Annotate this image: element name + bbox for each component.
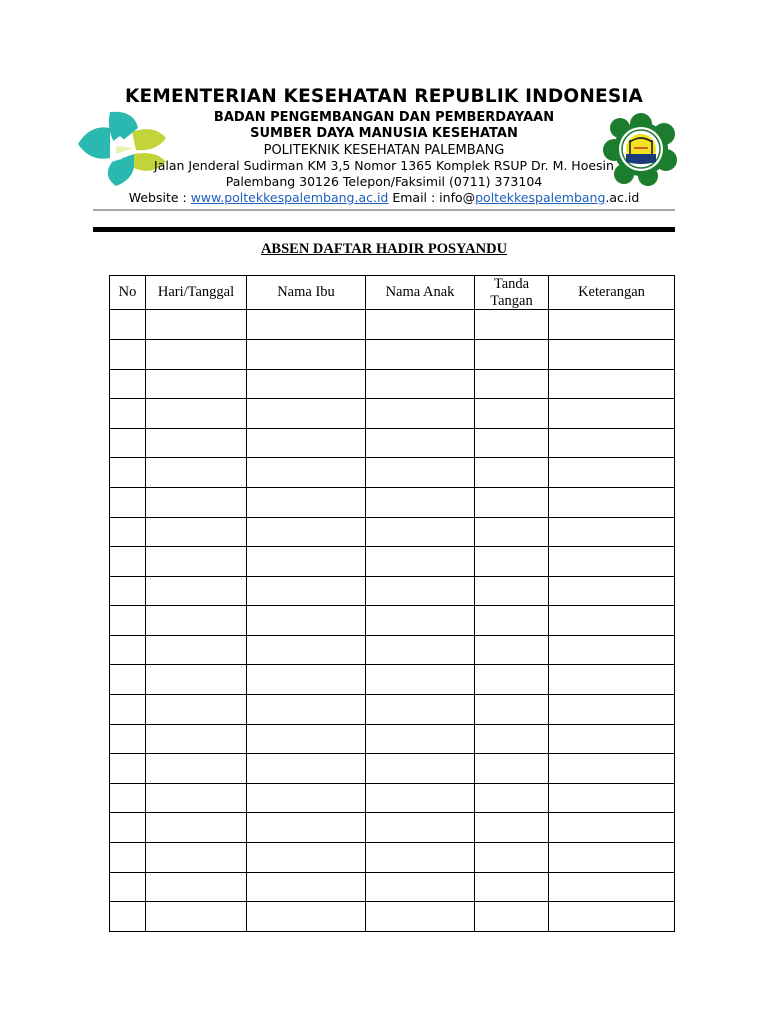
- cell-date: [146, 783, 247, 813]
- cell-date: [146, 635, 247, 665]
- cell-mother-name: [247, 369, 366, 399]
- cell-signature: [475, 724, 549, 754]
- cell-signature: [475, 310, 549, 340]
- contact-line: [0, 192, 768, 205]
- cell-date: [146, 813, 247, 843]
- email-domain-link[interactable]: poltekkespalembang: [475, 190, 606, 205]
- cell-no: [110, 576, 146, 606]
- signature-header-line2: Tangan: [490, 292, 533, 309]
- institution-name: POLITEKNIK KESEHATAN PALEMBANG: [263, 143, 505, 158]
- cell-child-name: [366, 399, 475, 429]
- cell-signature: [475, 547, 549, 577]
- cell-mother-name: [247, 339, 366, 369]
- cell-notes: [549, 487, 675, 517]
- table-row: [110, 310, 675, 340]
- cell-date: [146, 339, 247, 369]
- address-line1: Jalan Jenderal Sudirman KM 3,5 Nomor 1365 Komplek RSUP Dr. M. Hoesin: [154, 158, 614, 173]
- cell-signature: [475, 428, 549, 458]
- cell-no: [110, 458, 146, 488]
- cell-child-name: [366, 310, 475, 340]
- address-line2: Palembang 30126 Telepon/Faksimil (0711) 373104: [225, 174, 543, 189]
- cell-signature: [475, 695, 549, 725]
- cell-date: [146, 458, 247, 488]
- cell-notes: [549, 458, 675, 488]
- cell-signature: [475, 606, 549, 636]
- table-row: [110, 399, 675, 429]
- signature-header-line1: Tanda: [493, 276, 530, 292]
- cell-no: [110, 872, 146, 902]
- cell-signature: [475, 665, 549, 695]
- cell-no: [110, 724, 146, 754]
- cell-child-name: [366, 754, 475, 784]
- cell-mother-name: [247, 606, 366, 636]
- table-row: [110, 754, 675, 784]
- cell-child-name: [366, 872, 475, 902]
- cell-signature: [475, 872, 549, 902]
- table-row: [110, 635, 675, 665]
- cell-signature: [475, 783, 549, 813]
- cell-no: [110, 606, 146, 636]
- cell-no: [110, 813, 146, 843]
- cell-mother-name: [247, 487, 366, 517]
- cell-no: [110, 547, 146, 577]
- cell-mother-name: [247, 428, 366, 458]
- cell-notes: [549, 872, 675, 902]
- cell-date: [146, 369, 247, 399]
- cell-mother-name: [247, 843, 366, 873]
- cell-child-name: [366, 813, 475, 843]
- agency-name-line2: SUMBER DAYA MANUSIA KESEHATAN: [250, 126, 518, 141]
- cell-mother-name: [247, 902, 366, 932]
- cell-no: [110, 428, 146, 458]
- cell-signature: [475, 813, 549, 843]
- cell-notes: [549, 843, 675, 873]
- cell-notes: [549, 813, 675, 843]
- cell-date: [146, 665, 247, 695]
- table-row: [110, 428, 675, 458]
- cell-notes: [549, 635, 675, 665]
- table-row: [110, 458, 675, 488]
- cell-notes: [549, 576, 675, 606]
- cell-child-name: [366, 369, 475, 399]
- website-label: Website :: [128, 190, 191, 205]
- table-row: [110, 547, 675, 577]
- cell-signature: [475, 517, 549, 547]
- attendance-table: [109, 275, 675, 932]
- cell-notes: [549, 754, 675, 784]
- cell-date: [146, 872, 247, 902]
- cell-date: [146, 695, 247, 725]
- cell-mother-name: [247, 547, 366, 577]
- website-link[interactable]: www.poltekkespalembang.ac.id: [190, 190, 389, 205]
- cell-signature: [475, 576, 549, 606]
- cell-mother-name: [247, 399, 366, 429]
- table-row: [110, 813, 675, 843]
- cell-notes: [549, 695, 675, 725]
- column-header-no: No: [110, 276, 146, 310]
- cell-date: [146, 428, 247, 458]
- cell-date: [146, 843, 247, 873]
- cell-mother-name: [247, 517, 366, 547]
- table-row: [110, 487, 675, 517]
- column-header-mother-name: Nama Ibu: [247, 276, 366, 310]
- cell-mother-name: [247, 754, 366, 784]
- cell-child-name: [366, 695, 475, 725]
- table-row: [110, 843, 675, 873]
- cell-signature: [475, 399, 549, 429]
- cell-child-name: [366, 606, 475, 636]
- cell-no: [110, 902, 146, 932]
- cell-mother-name: [247, 665, 366, 695]
- cell-notes: [549, 902, 675, 932]
- header-divider-thin: [93, 209, 675, 211]
- agency-name-line1: BADAN PENGEMBANGAN DAN PEMBERDAYAAN: [213, 110, 555, 125]
- cell-notes: [549, 399, 675, 429]
- email-suffix: .ac.id: [605, 190, 640, 205]
- cell-signature: [475, 487, 549, 517]
- cell-child-name: [366, 665, 475, 695]
- table-row: [110, 902, 675, 932]
- cell-notes: [549, 724, 675, 754]
- cell-no: [110, 517, 146, 547]
- cell-child-name: [366, 428, 475, 458]
- cell-mother-name: [247, 872, 366, 902]
- cell-no: [110, 399, 146, 429]
- cell-signature: [475, 339, 549, 369]
- cell-no: [110, 310, 146, 340]
- letterhead: [0, 0, 768, 215]
- cell-child-name: [366, 547, 475, 577]
- cell-date: [146, 547, 247, 577]
- ministry-name: KEMENTERIAN KESEHATAN REPUBLIK INDONESIA: [125, 86, 643, 107]
- cell-date: [146, 399, 247, 429]
- cell-notes: [549, 369, 675, 399]
- cell-date: [146, 754, 247, 784]
- table-header-row: [110, 276, 675, 310]
- cell-notes: [549, 310, 675, 340]
- table-row: [110, 665, 675, 695]
- document-title: ABSEN DAFTAR HADIR POSYANDU: [260, 241, 508, 257]
- table-row: [110, 872, 675, 902]
- cell-mother-name: [247, 310, 366, 340]
- cell-signature: [475, 635, 549, 665]
- column-header-date: Hari/Tanggal: [146, 276, 247, 310]
- table-body: [110, 310, 675, 931]
- cell-child-name: [366, 517, 475, 547]
- cell-child-name: [366, 843, 475, 873]
- cell-mother-name: [247, 695, 366, 725]
- cell-signature: [475, 369, 549, 399]
- cell-no: [110, 754, 146, 784]
- cell-date: [146, 902, 247, 932]
- cell-mother-name: [247, 783, 366, 813]
- cell-date: [146, 487, 247, 517]
- cell-notes: [549, 783, 675, 813]
- cell-signature: [475, 754, 549, 784]
- cell-signature: [475, 458, 549, 488]
- column-header-signature: [475, 276, 549, 310]
- cell-date: [146, 576, 247, 606]
- cell-notes: [549, 428, 675, 458]
- cell-child-name: [366, 902, 475, 932]
- cell-mother-name: [247, 813, 366, 843]
- cell-child-name: [366, 339, 475, 369]
- table-row: [110, 517, 675, 547]
- table-row: [110, 695, 675, 725]
- cell-child-name: [366, 724, 475, 754]
- cell-notes: [549, 606, 675, 636]
- cell-no: [110, 635, 146, 665]
- table-row: [110, 724, 675, 754]
- cell-date: [146, 724, 247, 754]
- table-row: [110, 783, 675, 813]
- cell-date: [146, 310, 247, 340]
- cell-no: [110, 843, 146, 873]
- cell-no: [110, 339, 146, 369]
- cell-mother-name: [247, 635, 366, 665]
- cell-child-name: [366, 576, 475, 606]
- cell-no: [110, 665, 146, 695]
- cell-date: [146, 517, 247, 547]
- cell-child-name: [366, 487, 475, 517]
- table-row: [110, 606, 675, 636]
- table-row: [110, 339, 675, 369]
- cell-notes: [549, 517, 675, 547]
- table-row: [110, 576, 675, 606]
- cell-signature: [475, 902, 549, 932]
- header-divider-thick: [93, 227, 675, 232]
- cell-date: [146, 606, 247, 636]
- column-header-notes: Keterangan: [549, 276, 675, 310]
- cell-mother-name: [247, 576, 366, 606]
- cell-signature: [475, 843, 549, 873]
- cell-mother-name: [247, 724, 366, 754]
- table-row: [110, 369, 675, 399]
- column-header-child-name: Nama Anak: [366, 276, 475, 310]
- cell-no: [110, 487, 146, 517]
- cell-no: [110, 369, 146, 399]
- cell-notes: [549, 339, 675, 369]
- cell-no: [110, 695, 146, 725]
- cell-child-name: [366, 458, 475, 488]
- cell-child-name: [366, 783, 475, 813]
- cell-child-name: [366, 635, 475, 665]
- cell-mother-name: [247, 458, 366, 488]
- email-label: Email : info@: [388, 190, 476, 205]
- cell-notes: [549, 665, 675, 695]
- cell-no: [110, 783, 146, 813]
- cell-notes: [549, 547, 675, 577]
